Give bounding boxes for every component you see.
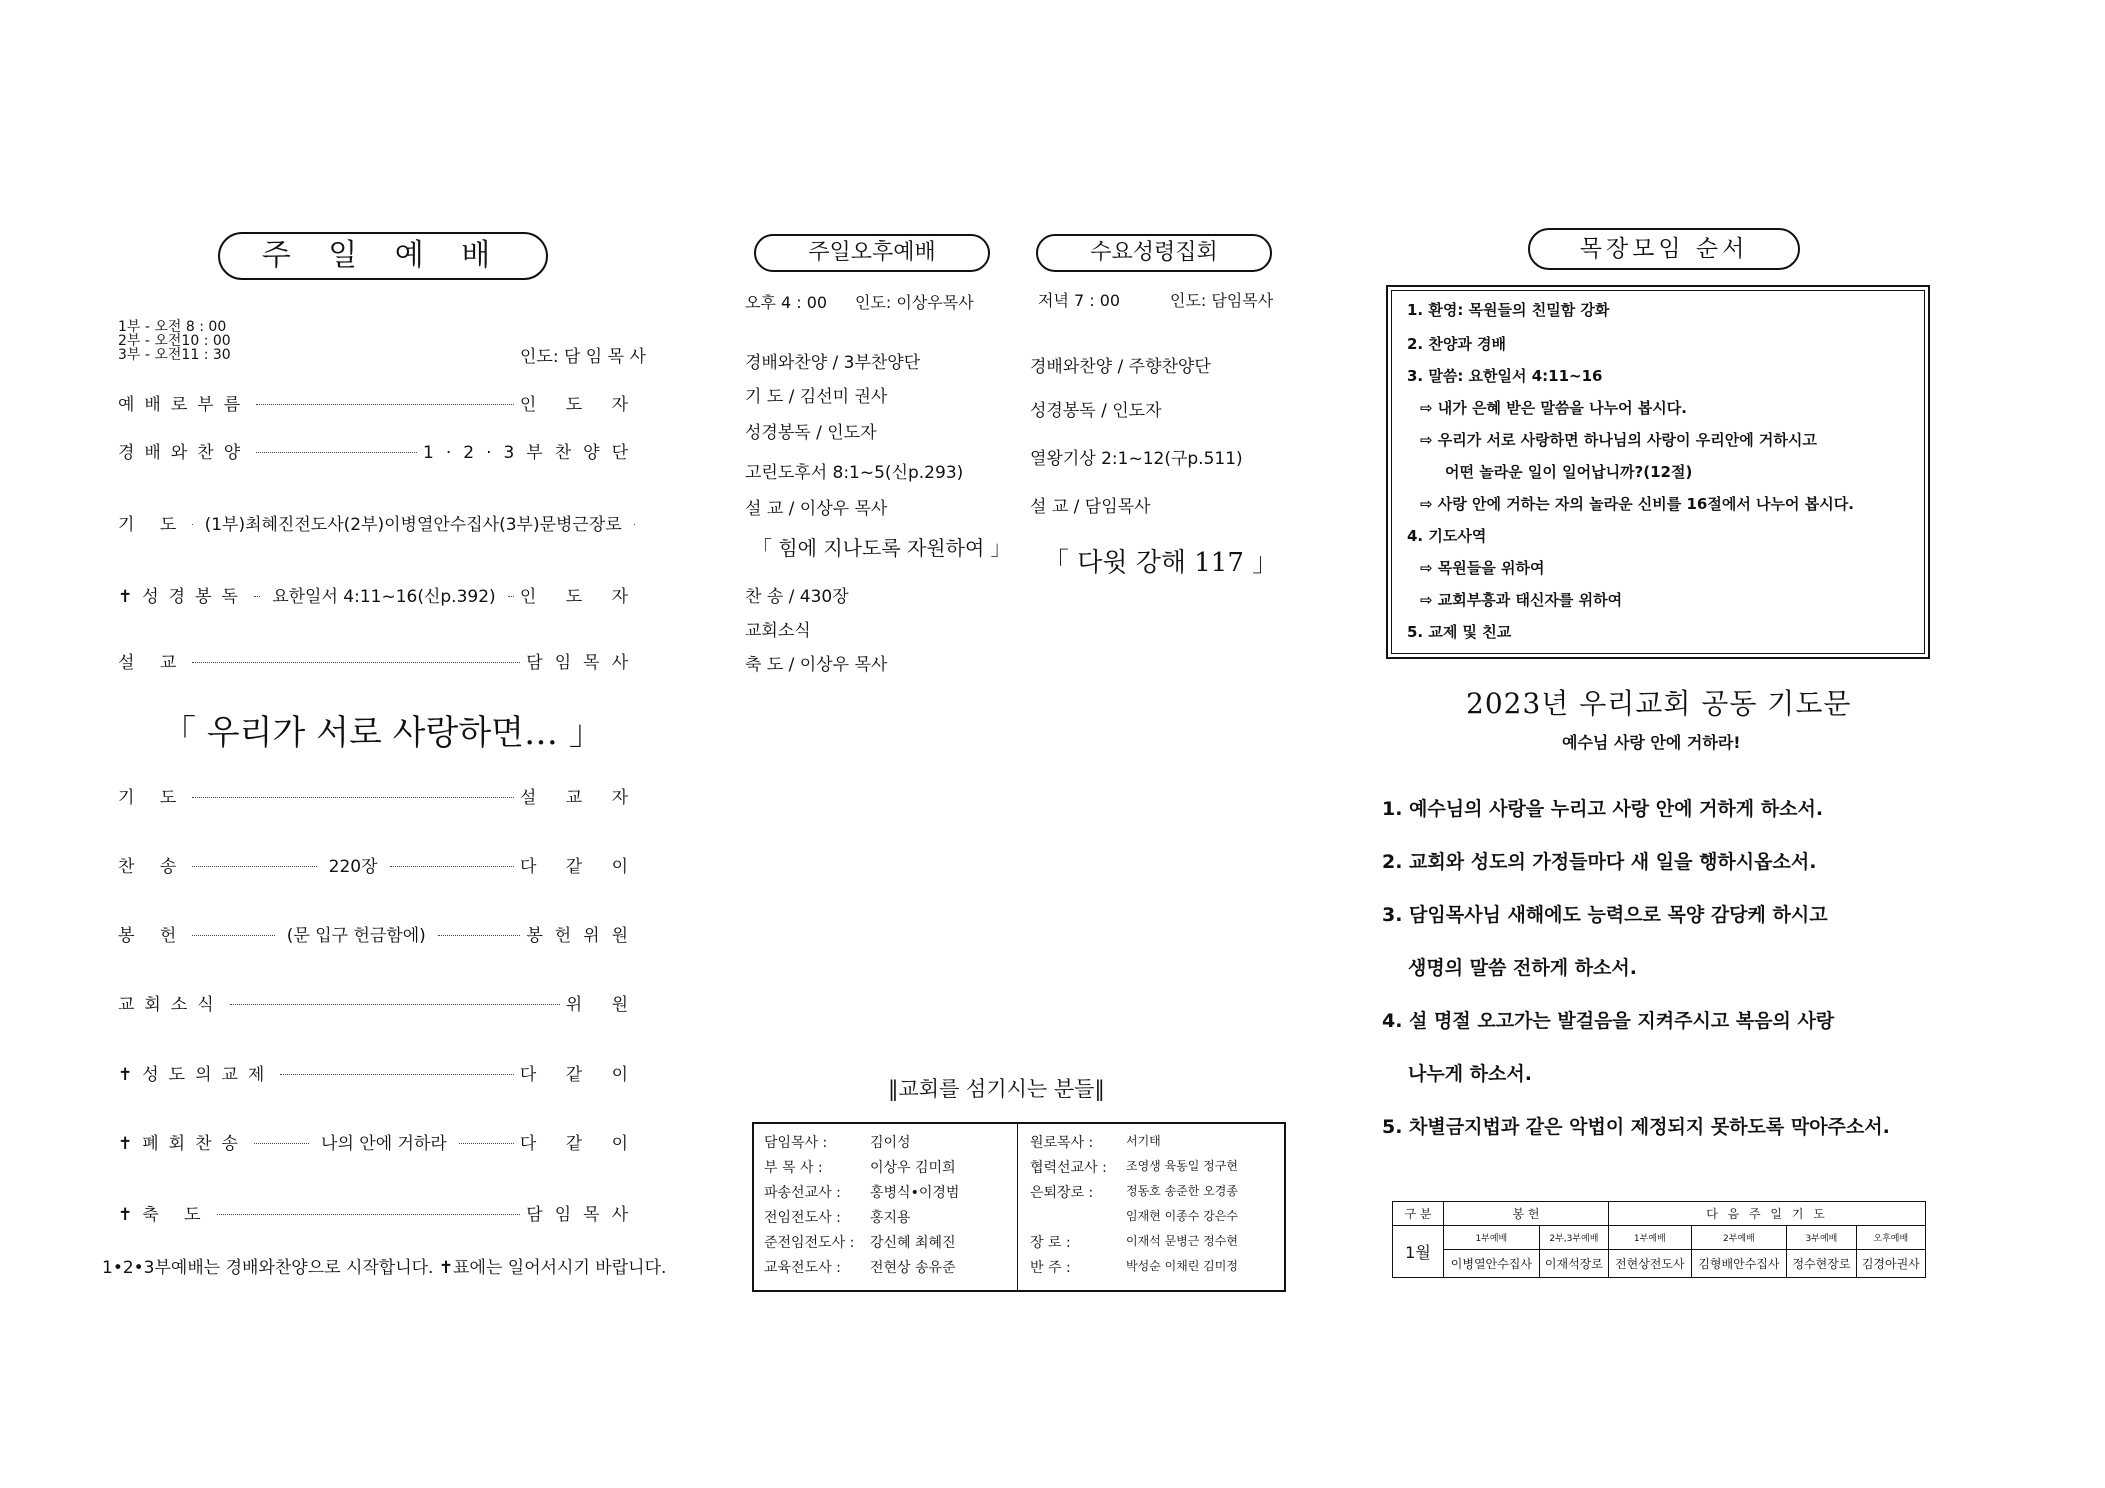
order-label: ✝성도의교제 [118,1065,275,1085]
staff-names: 서기태 [1126,1134,1161,1148]
prayer-line: 2. 교회와 성도의 가정들마다 새 일을 행하시옵소서. [1382,851,1817,873]
staff-right-list [1030,1132,1238,1282]
dotted-leader [192,797,514,798]
dotted-leader [256,452,417,453]
staff-row [1030,1182,1238,1207]
wednesday-item-2: 성경봉독 / 인도자 [1030,401,1162,421]
service-time-2: 2부 - 오전10 : 00 [118,333,231,349]
order-row [118,582,640,607]
duty-name-6: 김경아권사 [1856,1250,1925,1278]
staff-role: 파송선교사 : [764,1185,841,1201]
order-label: 봉 헌 [118,926,187,946]
staff-names: 박성순 이채린 김미정 [1126,1259,1238,1273]
afternoon-time: 오후 4 : 00 [745,293,828,312]
order-row [118,648,640,673]
staff-role: 전임전도사 : [764,1210,841,1226]
order-detail: 나의 안에 거하라 [321,1134,447,1154]
order-detail: (문 입구 헌금함에) [286,926,426,946]
duty-header-gubun: 구 분 [1393,1202,1444,1226]
duty-sub-3: 1부예배 [1609,1226,1692,1250]
staff-role: 준전임전도사 : [764,1235,855,1251]
service-time-3: 3부 - 오전11 : 30 [118,347,231,363]
prayer-subtitle: 예수님 사랑 안에 거하라! [1562,733,1741,752]
afternoon-item-3: 성경봉독 / 인도자 [745,423,877,443]
order-label: 찬 송 [118,857,187,877]
staff-role: 원로목사 : [1030,1135,1094,1151]
dotted-leader [230,1004,560,1005]
dotted-leader [192,866,316,867]
order-person: 다 같 이 [519,1134,640,1154]
service-times [118,320,231,362]
order-row [118,1060,640,1085]
wednesday-sermon: 「 다윗 강해 117 」 [1043,548,1279,578]
order-person: 설 교 자 [519,788,640,808]
afternoon-item-9: 축 도 / 이상우 목사 [745,655,888,675]
cell-line: 5. 교제 및 친교 [1407,623,1512,641]
order-row [118,1200,640,1225]
staff-row [764,1132,959,1157]
staff-row [1030,1157,1238,1182]
duty-sub-6: 오후예배 [1856,1226,1925,1250]
order-label: ✝축 도 [118,1205,211,1225]
prayer-line: 나누게 하소서. [1408,1063,1532,1085]
cell-line: 3. 말씀: 요한일서 4:11~16 [1407,367,1603,385]
order-label: 기 도 [118,788,187,808]
afternoon-item-4: 고린도후서 8:1~5(신p.293) [745,463,964,483]
prayer-line: 생명의 말씀 전하게 하소서. [1408,957,1637,979]
wednesday-item-3: 열왕기상 2:1~12(구p.511) [1030,449,1243,469]
staff-row [764,1157,959,1182]
staff-names: 이재석 문병근 정수현 [1126,1234,1238,1248]
staff-role: 은퇴장로 : [1030,1185,1094,1201]
afternoon-item-5: 설 교 / 이상우 목사 [745,499,888,519]
order-label: 기 도 [118,515,187,535]
sunday-leader: 인도: 담 임 목 사 [520,347,646,367]
prayer-line: 5. 차별금지법과 같은 악법이 제정되지 못하도록 막아주소서. [1382,1116,1890,1138]
order-label: 경배와찬양 [118,443,251,463]
staff-role: 부 목 사 : [764,1160,823,1176]
order-label: 교회소식 [118,995,224,1015]
staff-role: 반 주 : [1030,1260,1071,1276]
staff-names: 강신혜 최혜진 [870,1235,956,1251]
afternoon-leader: 인도: 이상우목사 [855,293,974,312]
prayer-line: 1. 예수님의 사랑을 누리고 사랑 안에 거하게 하소서. [1382,798,1824,820]
afternoon-item-8: 교회소식 [745,621,811,641]
staff-role: 담임목사 : [764,1135,828,1151]
staff-role: 협력선교사 : [1030,1160,1107,1176]
order-label: 예배로부름 [118,395,251,415]
staff-row [764,1232,959,1257]
cell-line: ⇨ 내가 은혜 받은 말씀을 나누어 봅시다. [1420,399,1687,417]
dotted-leader [256,404,514,405]
cell-line: ⇨ 우리가 서로 사랑하면 하나님의 사랑이 우리안에 거하시고 [1420,431,1817,449]
cell-line: 1. 환영: 목원들의 친밀함 강화 [1407,301,1610,319]
staff-row [764,1257,959,1282]
dotted-leader [254,596,260,597]
staff-divider [1017,1124,1018,1290]
afternoon-item-1: 경배와찬양 / 3부찬양단 [745,353,921,373]
order-row [118,510,640,535]
prayer-title: 2023년 우리교회 공동 기도문 [1466,687,1852,720]
duty-name-2: 이재석장로 [1539,1250,1608,1278]
wednesday-item-4: 설 교 / 담임목사 [1030,497,1151,517]
dotted-leader [438,935,521,936]
prayer-line: 3. 담임목사님 새해에도 능력으로 목양 감당케 하시고 [1382,904,1828,926]
wednesday-title: 수요성령집회 [1036,234,1272,272]
afternoon-sermon: 「 힘에 지나도록 자원하여 」 [752,536,1011,560]
staff-names: 이상우 김미희 [870,1160,956,1176]
order-person: 다 같 이 [519,857,641,877]
staff-row [1030,1132,1238,1157]
staff-role: 장 로 : [1030,1235,1071,1251]
order-person: 담임목사 [526,653,640,673]
order-person: 위 원 [565,995,640,1015]
order-row [118,1129,640,1154]
sunday-sermon-title: 「 우리가 서로 사랑하면… 」 [162,713,603,753]
staff-role [1030,1207,1120,1232]
wednesday-time: 저녁 7 : 00 [1038,291,1121,310]
dotted-leader [508,596,514,597]
duty-sub-2: 2부,3부예배 [1539,1226,1608,1250]
afternoon-title: 주일오후예배 [754,234,990,272]
staff-row [1030,1257,1238,1282]
duty-sub-5: 3부예배 [1787,1226,1856,1250]
staff-names: 김이성 [870,1135,911,1151]
order-person: 봉헌위원 [526,926,641,946]
duty-name-1: 이병열안수집사 [1444,1250,1540,1278]
order-detail: 요한일서 4:11~16(신p.392) [272,587,496,607]
staff-names: 전현상 송유준 [870,1260,956,1276]
staff-names: 정동호 송준한 오경종 [1126,1184,1238,1198]
cell-line: 4. 기도사역 [1407,527,1487,545]
prayer-line: 4. 설 명절 오고가는 발걸음을 지켜주시고 복음의 사랑 [1382,1010,1835,1032]
cell-line: 2. 찬양과 경배 [1407,335,1507,353]
order-person: 인 도 자 [519,395,640,415]
service-time-1: 1부 - 오전 8 : 00 [118,319,227,335]
staff-names: 조영생 육동일 정구현 [1126,1159,1238,1173]
order-person: 다 같 이 [519,1065,640,1085]
staff-row [764,1207,959,1232]
dotted-leader [459,1143,514,1144]
cell-line: 어떤 놀라운 일이 일어납니까?(12절) [1445,463,1693,481]
cell-title: 목장모임 순서 [1528,228,1800,270]
order-detail: 220장 [328,857,378,877]
order-person: 1·2·3부찬양단 [423,443,640,463]
order-row [118,990,640,1015]
dotted-leader [390,866,514,867]
cell-line: ⇨ 목원들을 위하여 [1420,559,1545,577]
duty-name-3: 전현상전도사 [1609,1250,1692,1278]
staff-row [1030,1207,1238,1232]
dotted-leader [254,1143,309,1144]
staff-title: ‖교회를 섬기시는 분들‖ [888,1077,1105,1101]
staff-names: 임재현 이종수 강은수 [1126,1209,1238,1223]
staff-box [752,1122,1286,1292]
staff-names: 홍지용 [870,1210,911,1226]
sunday-title: 주 일 예 배 [218,232,548,280]
duty-header-offering: 봉 헌 [1444,1202,1609,1226]
duty-name-5: 정수현장로 [1787,1250,1856,1278]
staff-row [764,1182,959,1207]
wednesday-leader: 인도: 담임목사 [1170,291,1274,310]
order-row [118,783,640,808]
wednesday-item-1: 경배와찬양 / 주향찬양단 [1030,357,1211,377]
sunday-footnote: 1•2•3부예배는 경배와찬양으로 시작합니다. ✝표에는 일어서시기 바랍니다. [102,1258,667,1278]
staff-role: 교육전도사 : [764,1260,841,1276]
staff-left-list [764,1132,959,1282]
duty-sub-4: 2부예배 [1691,1226,1787,1250]
staff-names: 홍병식•이경범 [870,1185,960,1201]
afternoon-item-2: 기 도 / 김선미 권사 [745,387,888,407]
duty-table [1392,1201,1926,1278]
cell-line: ⇨ 교회부흥과 태신자를 위하여 [1420,591,1623,609]
duty-name-4: 김형배안수집사 [1691,1250,1787,1278]
order-row [118,852,640,877]
order-person: 인 도 자 [519,587,640,607]
order-person: 담임목사 [526,1205,640,1225]
order-row [118,438,640,463]
staff-row [1030,1232,1238,1257]
order-row [118,921,640,946]
duty-header-prayer: 다 음 주 일 기 도 [1609,1202,1926,1226]
afternoon-item-7: 찬 송 / 430장 [745,587,849,607]
dotted-leader [192,935,275,936]
duty-sub-1: 1부예배 [1444,1226,1540,1250]
order-label: 설 교 [118,653,187,673]
order-label: ✝성경봉독 [118,587,248,607]
dotted-leader [280,1074,514,1075]
order-row [118,390,640,415]
cell-line: ⇨ 사랑 안에 거하는 자의 놀라운 신비를 16절에서 나누어 봅시다. [1420,495,1854,513]
order-label: ✝폐회찬송 [118,1134,248,1154]
dotted-leader [217,1214,521,1215]
dotted-leader [192,662,520,663]
duty-month: 1월 [1393,1226,1444,1278]
order-detail: (1부)최혜진전도사(2부)이병열안수집사(3부)문병근장로 [204,515,622,535]
